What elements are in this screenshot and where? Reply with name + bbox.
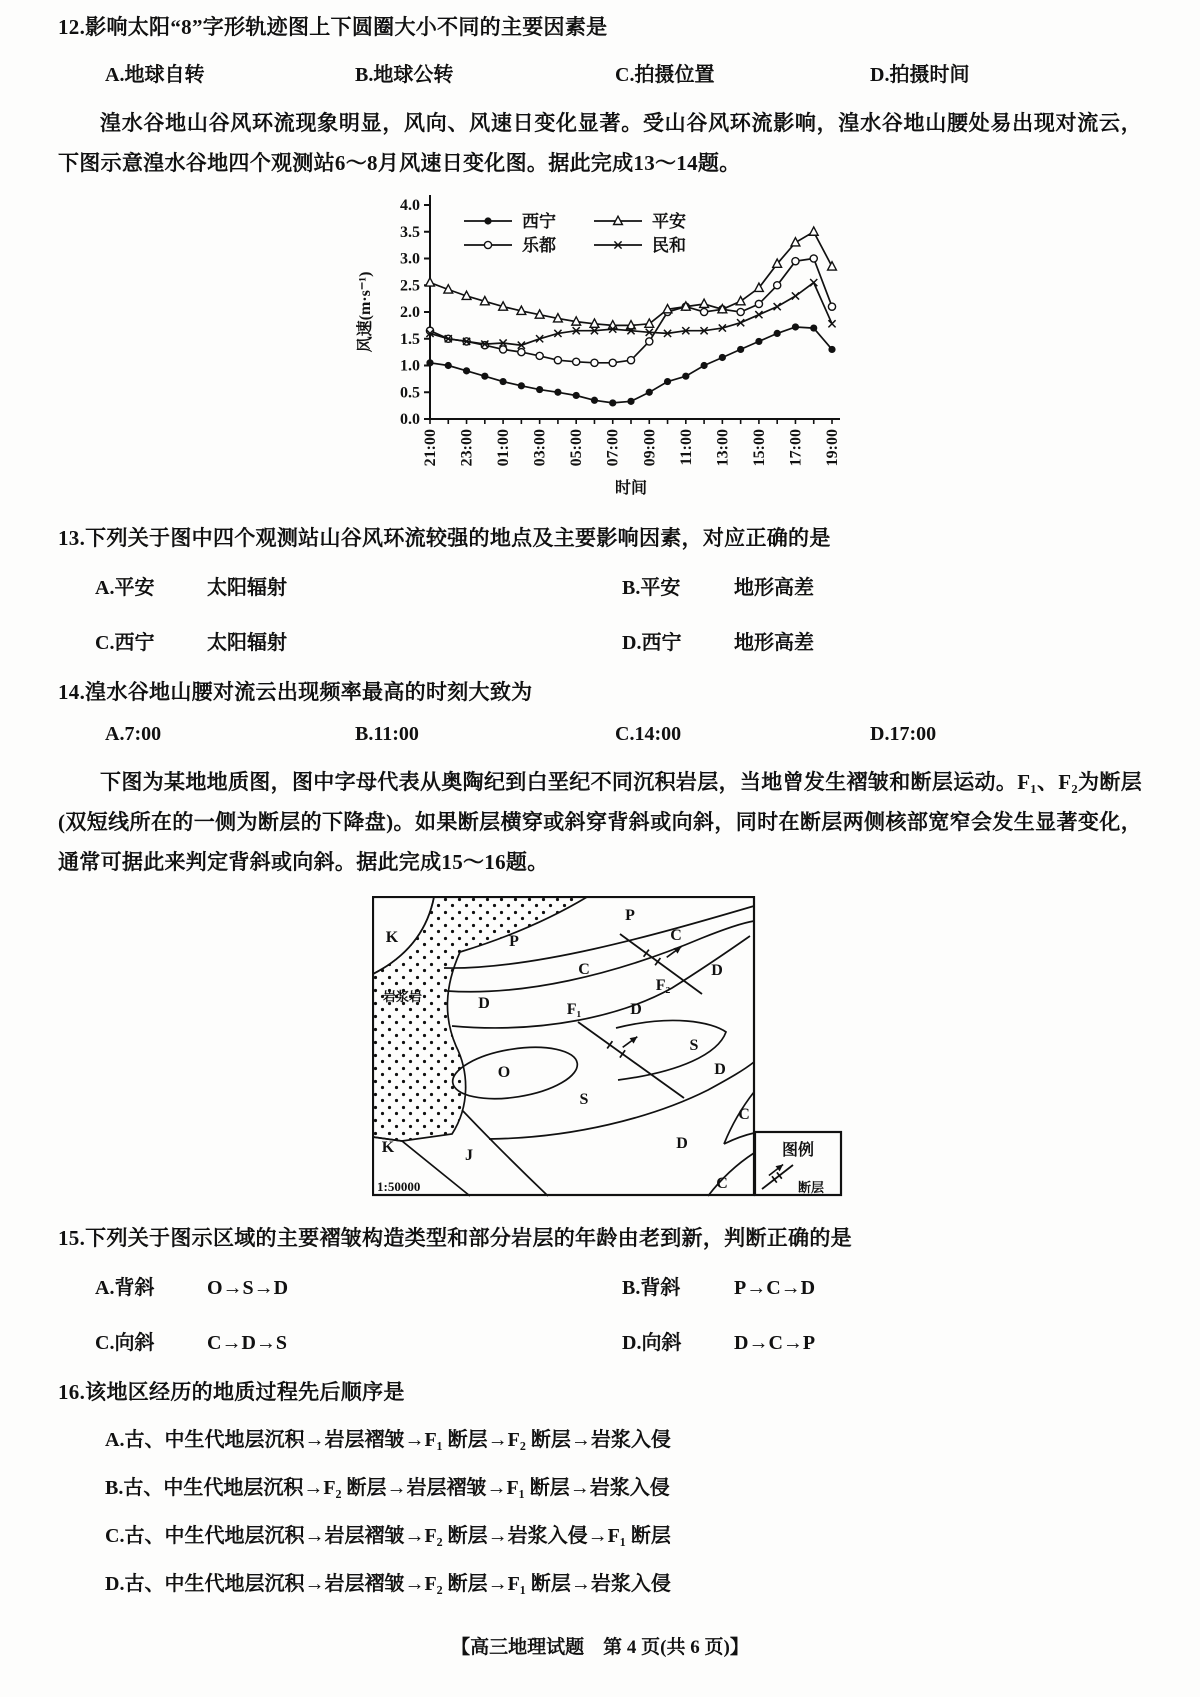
option-d: D.17:00: [870, 723, 937, 745]
svg-text:F₂: F₂: [655, 977, 671, 994]
passage-geologic-map: 下图为某地地质图，图中字母代表从奥陶纪到白垩纪不同沉积岩层，当地曾发生褶皱和断层运动。F₁、F₂为断层(双短线所在的一侧为断层的下降盘)。如果断层横穿或斜穿背斜或向斜，同时在断层两侧核部宽窄会发生显著变化，通常可据此来判定背斜或向斜。据此完成15～16题。: [58, 770, 1142, 874]
svg-text:23:00: 23:00: [458, 429, 476, 467]
svg-text:19:00: 19:00: [824, 429, 841, 467]
question-14: [58, 677, 1142, 746]
wind-speed-chart-svg: [346, 187, 856, 505]
question-12-stem: 12.影响太阳“8”字形轨迹图上下圆圈大小不同的主要因素是: [58, 15, 608, 39]
svg-text:C: C: [578, 961, 590, 978]
option-b: B.背斜 P→C→D: [622, 1277, 816, 1299]
fault-legend-label: 断层: [798, 1180, 825, 1195]
wind-speed-chart: [346, 187, 856, 505]
svg-text:1.0: 1.0: [400, 357, 420, 375]
option-d: D.向斜 D→C→P: [622, 1332, 816, 1354]
svg-text:P: P: [509, 933, 519, 950]
svg-text:1.5: 1.5: [400, 330, 420, 348]
svg-text:C: C: [716, 1175, 728, 1192]
svg-text:平安: 平安: [652, 212, 686, 231]
igneous-rock-label: 岩浆岩: [383, 989, 423, 1004]
geologic-map-svg: [372, 896, 846, 1203]
option-c: C.14:00: [615, 723, 682, 745]
option-a: A.7:00: [105, 723, 162, 745]
option-c: C.西宁 太阳辐射: [95, 632, 287, 654]
question-13-options: [58, 571, 1142, 655]
question-16-stem: 16.该地区经历的地质过程先后顺序是: [58, 1380, 405, 1404]
map-igneous-region: [373, 897, 587, 1141]
svg-text:D: D: [676, 1135, 688, 1152]
svg-text:时间: 时间: [614, 480, 648, 497]
map-fault-f1: [578, 1022, 684, 1098]
svg-text:P: P: [625, 907, 635, 924]
svg-text:21:00: 21:00: [422, 429, 439, 467]
question-16: [58, 1377, 1142, 1608]
svg-text:F₁: F₁: [566, 1001, 582, 1018]
svg-text:03:00: 03:00: [531, 429, 549, 467]
svg-text:09:00: 09:00: [641, 429, 659, 467]
svg-text:民和: 民和: [652, 236, 686, 255]
svg-text:0.0: 0.0: [400, 411, 420, 428]
question-16-options: [58, 1416, 1142, 1608]
svg-text:风速(m·s⁻¹): 风速(m·s⁻¹): [357, 271, 374, 353]
page-footer: 【高三地理试题 第 4 页(共 6 页)】: [451, 1637, 749, 1658]
option-d: D.西宁 地形高差: [622, 632, 814, 654]
svg-text:2.0: 2.0: [400, 304, 420, 321]
geologic-map-figure: [372, 896, 846, 1203]
svg-text:西宁: 西宁: [522, 212, 556, 231]
svg-text:15:00: 15:00: [750, 429, 768, 467]
svg-text:J: J: [465, 1147, 473, 1164]
svg-text:4.0: 4.0: [400, 197, 420, 214]
chart-series-0: [426, 323, 835, 406]
option-b: B.古、中生代地层沉积→F₂ 断层→岩层褶皱→F₁ 断层→岩浆入侵: [105, 1477, 670, 1499]
option-d: D.古、中生代地层沉积→岩层褶皱→F₂ 断层→F₁ 断层→岩浆入侵: [105, 1573, 671, 1595]
option-a: A.古、中生代地层沉积→岩层褶皱→F₁ 断层→F₂ 断层→岩浆入侵: [105, 1429, 671, 1451]
svg-text:05:00: 05:00: [568, 429, 586, 467]
option-b: B.11:00: [355, 723, 419, 745]
option-b: B.平安 地形高差: [622, 577, 814, 599]
option-b: B.地球公转: [355, 64, 454, 86]
svg-text:3.5: 3.5: [400, 223, 420, 241]
svg-text:乐都: 乐都: [522, 236, 556, 255]
svg-text:K: K: [381, 1139, 395, 1156]
svg-text:D: D: [714, 1061, 726, 1078]
svg-text:S: S: [689, 1037, 699, 1054]
question-12: [58, 12, 1142, 87]
svg-text:S: S: [579, 1091, 589, 1108]
svg-text:D: D: [711, 962, 723, 979]
svg-text:01:00: 01:00: [495, 429, 513, 467]
svg-text:C: C: [670, 927, 682, 944]
question-13: [58, 523, 1142, 655]
passage-wind-valley: 湟水谷地山谷风环流现象明显，风向、风速日变化显著。受山谷风环流影响，湟水谷地山腰处易出现对流云，下图示意湟水谷地四个观测站6～8月风速日变化图。据此完成13～14题。: [58, 111, 1142, 175]
map-scale-label: 1:50000: [377, 1179, 421, 1194]
svg-text:O: O: [497, 1064, 511, 1081]
svg-text:0.5: 0.5: [400, 384, 420, 402]
option-c: C.拍摄位置: [615, 64, 715, 86]
question-14-stem: 14.湟水谷地山腰对流云出现频率最高的时刻大致为: [58, 680, 533, 704]
svg-text:2.5: 2.5: [400, 277, 420, 295]
question-15-stem: 15.下列关于图示区域的主要褶皱构造类型和部分岩层的年龄由老到新，判断正确的是: [58, 1226, 852, 1250]
option-a: A.地球自转: [105, 64, 205, 86]
option-a: A.背斜 O→S→D: [95, 1277, 289, 1299]
svg-text:D: D: [630, 1001, 642, 1018]
svg-text:图例: 图例: [781, 1142, 815, 1159]
question-15: [58, 1223, 1142, 1355]
question-15-options: [58, 1271, 1142, 1355]
map-legend-box: [755, 1132, 841, 1195]
option-d: D.拍摄时间: [870, 64, 970, 86]
option-a: A.平安 太阳辐射: [95, 577, 287, 599]
option-c: C.古、中生代地层沉积→岩层褶皱→F₂ 断层→岩浆入侵→F₁ 断层: [105, 1525, 671, 1547]
question-14-options: [58, 723, 1142, 746]
svg-text:C: C: [738, 1106, 750, 1123]
chart-axes: [355, 195, 841, 497]
option-c: C.向斜 C→D→S: [95, 1332, 288, 1354]
svg-text:D: D: [478, 995, 490, 1012]
svg-text:3.0: 3.0: [400, 250, 420, 268]
question-13-stem: 13.下列关于图中四个观测站山谷风环流较强的地点及主要影响因素，对应正确的是: [58, 526, 831, 550]
svg-text:11:00: 11:00: [677, 429, 695, 466]
chart-legend: [464, 211, 686, 255]
svg-text:17:00: 17:00: [787, 429, 805, 467]
question-12-options: [58, 58, 1142, 87]
svg-text:13:00: 13:00: [714, 429, 732, 467]
svg-text:07:00: 07:00: [604, 429, 622, 467]
svg-text:K: K: [385, 929, 399, 946]
